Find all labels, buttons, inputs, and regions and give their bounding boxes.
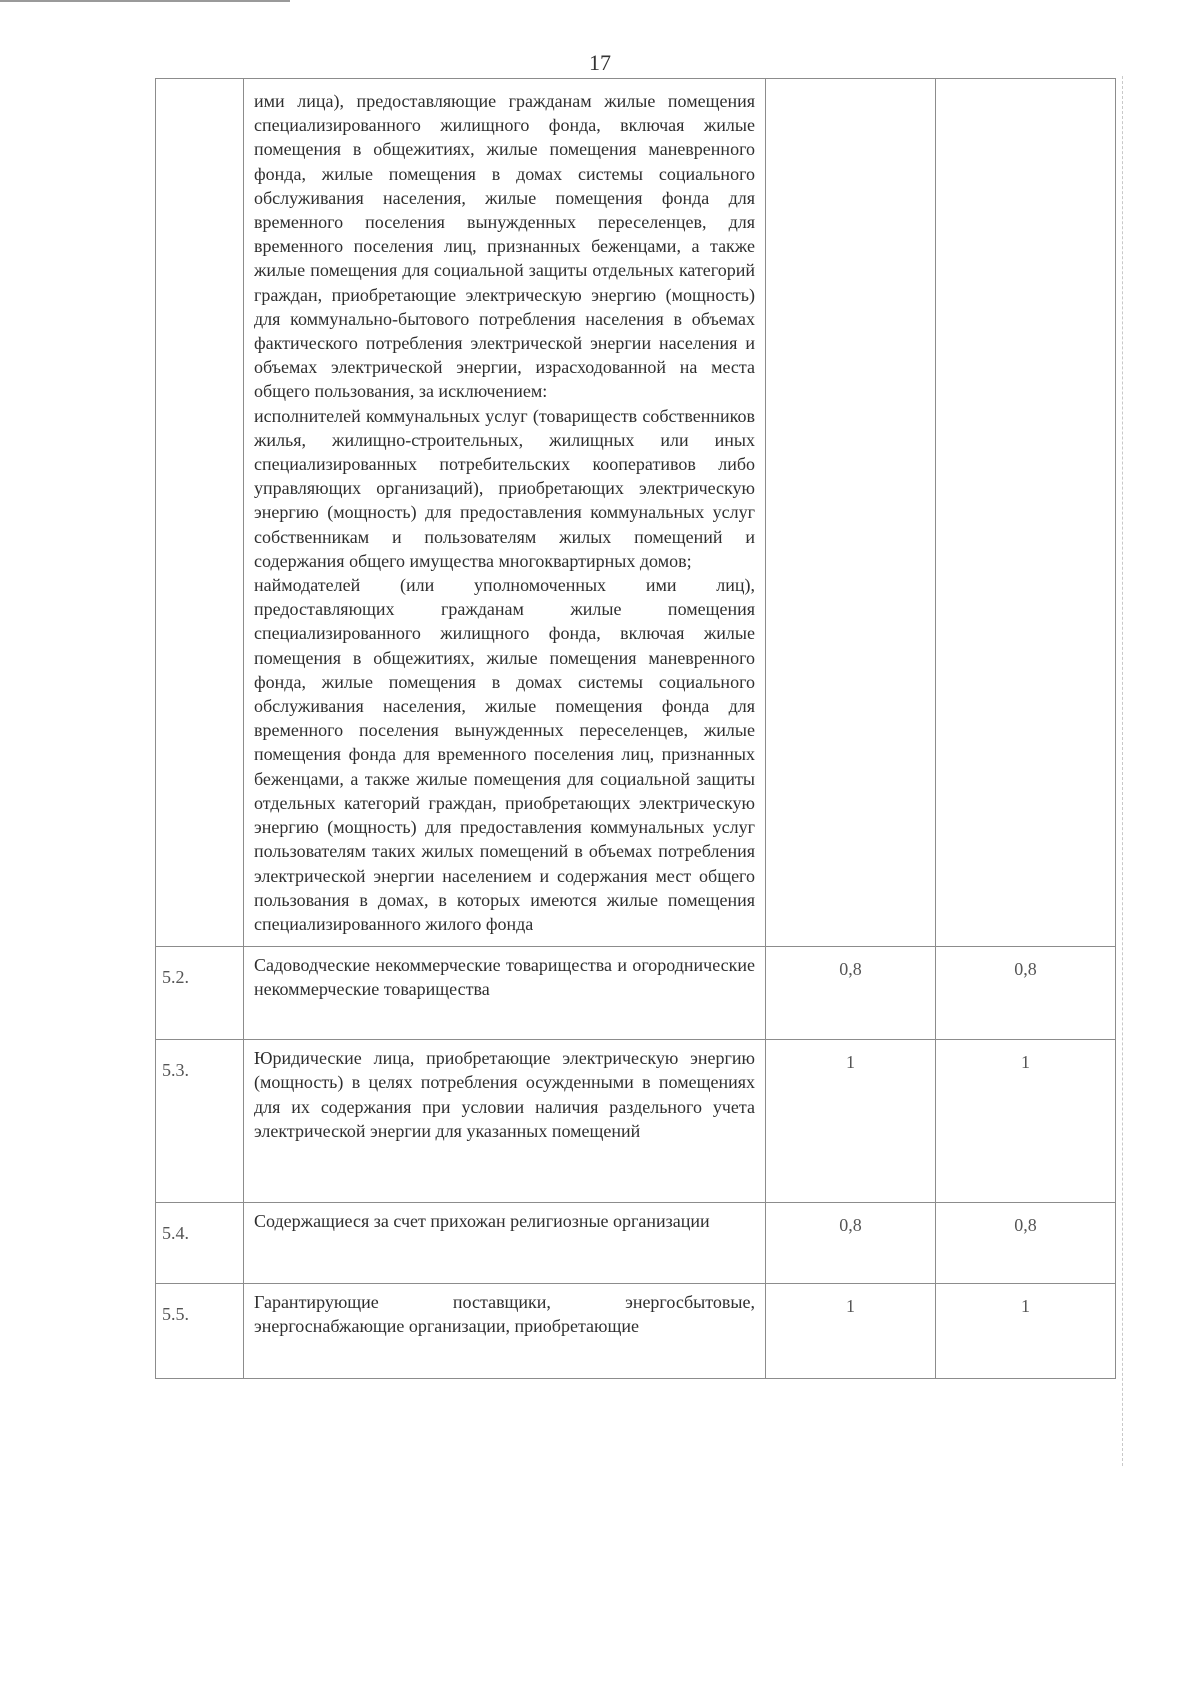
paragraph: исполнителей коммунальных услуг (товариществ собственников жилья, жилищно-строительных, жилищных или иных специализированных потребительских кооперативов либо управляющих организаций), приобретающих электрическую энергию (мощность) для предоставления коммунальных услуг собственникам и пользователям жилых помещений и содержания общего имущества многоквартирных домов; <box>254 405 755 571</box>
table-row <box>156 1203 1116 1284</box>
paragraph: Юридические лица, приобретающие электрическую энергию (мощность) в целях потребления осужденными в помещениях для их содержания при условии наличия раздельного учета электрической энергии для указанных помещений <box>254 1048 755 1141</box>
paragraph: наймодателей (или уполномоченных ими лиц), предоставляющих гражданам жилые помещения специализированного жилищного фонда, включая жилые помещения в общежитиях, жилые помещения маневренного фонда, жилые помещения в домах системы социального обслуживания населения, жилые помещения фонда для временного поселения вынужденных переселенцев, жилые помещения фонда для временного поселения лиц, признанных беженцами, а также жилые помещения для социальной защиты отдельных категорий граждан, приобретающих электрическую энергию (мощность) для предоставления коммунальных услуг пользователям таких жилых помещений в объемах потребления электрической энергии населением и содержания мест общего пользования в домах, в которых имеются жилые помещения специализированного жилого фонда <box>254 575 755 934</box>
paragraph: Содержащиеся за счет прихожан религиозные организации <box>254 1211 710 1232</box>
row-number-cell: 5.3. <box>156 1040 244 1203</box>
row-description-cell <box>244 79 766 947</box>
scan-edge-line <box>0 0 290 2</box>
paragraph: Гарантирующие поставщики, энергосбытовые, энергоснабжающие организации, приобретающие <box>254 1292 755 1337</box>
row-description-cell <box>244 947 766 1040</box>
value-cell-1: 1 <box>766 1040 936 1203</box>
page-number: 17 <box>589 50 611 75</box>
paragraph: Садоводческие некоммерческие товарищества и огороднические некоммерческие товарищества <box>254 955 755 1000</box>
value-cell-1 <box>766 79 936 947</box>
value-cell-2: 0,8 <box>936 947 1116 1040</box>
row-number-cell: 5.2. <box>156 947 244 1040</box>
paragraph: ими лица), предоставляющие гражданам жилые помещения специализированного жилищного фонда, включая жилые помещения в общежитиях, жилые помещения маневренного фонда, жилые помещения в домах системы социального обслуживания населения, жилые помещения фонда для временного поселения вынужденных переселенцев, для временного поселения лиц, признанных беженцами, а также жилые помещения для социальной защиты отдельных категорий граждан, приобретающие электрическую энергию (мощность) для коммунально-бытового потребления населения в объемах фактического потребления электрической энергии населения и объемах электрической энергии, израсходованной на места общего пользования, за исключением: <box>254 91 755 402</box>
value-cell-1: 0,8 <box>766 1203 936 1284</box>
row-description-cell <box>244 1284 766 1379</box>
value-cell-1: 1 <box>766 1284 936 1379</box>
value-cell-2: 1 <box>936 1040 1116 1203</box>
tariff-table <box>155 78 1116 1379</box>
table-row <box>156 1284 1116 1379</box>
row-description-cell <box>244 1203 766 1284</box>
row-description-cell <box>244 1040 766 1203</box>
row-number-cell <box>156 79 244 947</box>
value-cell-1: 0,8 <box>766 947 936 1040</box>
row-number-cell: 5.5. <box>156 1284 244 1379</box>
value-cell-2: 0,8 <box>936 1203 1116 1284</box>
table-row <box>156 1040 1116 1203</box>
row-number-cell: 5.4. <box>156 1203 244 1284</box>
value-cell-2: 1 <box>936 1284 1116 1379</box>
value-cell-2 <box>936 79 1116 947</box>
table-row <box>156 947 1116 1040</box>
table-row <box>156 79 1116 947</box>
scan-margin-rule <box>1122 76 1123 1466</box>
